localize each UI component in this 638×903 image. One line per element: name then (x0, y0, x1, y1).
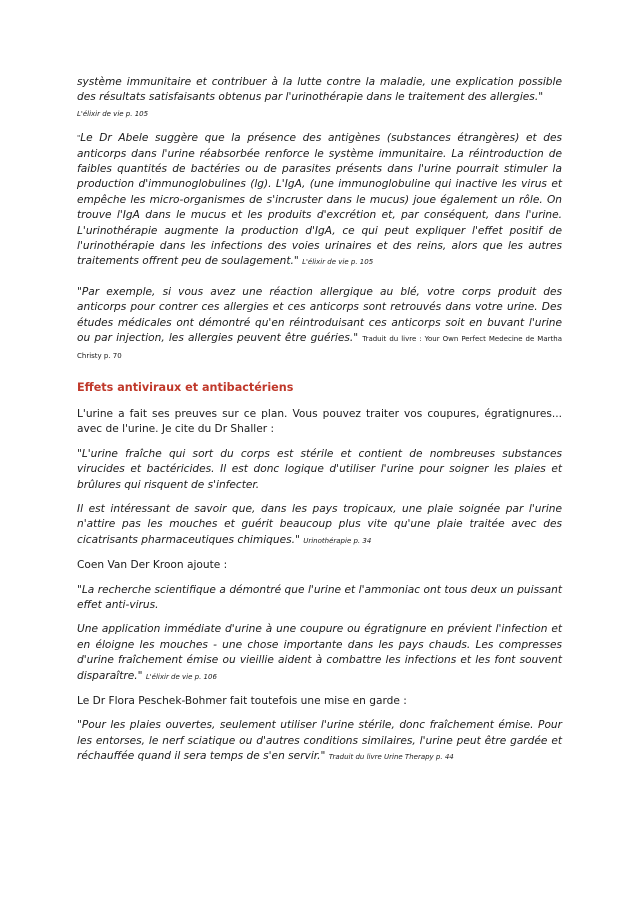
paragraph-text: système immunitaire et contribuer à la lutte contre la maladie, une explication possible des résultats satisfaisants obtenus par l'urinothérapie dans le traitement des allergies." (77, 76, 562, 104)
paragraph-text: "La recherche scientifique a démontré que l'urine et l'ammoniac ont tous deux un puissant effet anti-virus. (77, 583, 562, 611)
paragraph-open-wounds (77, 718, 562, 765)
source-citation: L'élixir de vie p. 105 (302, 258, 374, 267)
paragraph-allergy-example (77, 285, 562, 364)
paragraph-text: Une application immédiate d'urine à une coupure ou égratignure en prévient l'infection et en éloigne les mouches - une chose importante dans les pays chauds. Les compresses d'urine fraîchement émise ou vieillie aident à combattre les infections et les font souvent disparaître." (77, 623, 562, 682)
paragraph-immediate-application (77, 622, 562, 685)
paragraph-immune-system (77, 75, 562, 122)
paragraph-text: Le Dr Flora Peschek-Bohmer fait toutefois une mise en garde : (77, 695, 407, 707)
paragraph-text: "Pour les plaies ouvertes, seulement utiliser l'urine stérile, donc fraîchement émise. Pour les entorses, le nerf sciatique ou d'autres conditions similaires, l'urine peut être gardée et réchauffée quand il sera temps de s'en servir." (77, 719, 562, 763)
paragraph-tropical-countries (77, 502, 562, 549)
paragraph-coen-intro (77, 558, 562, 573)
paragraph-fresh-urine (77, 447, 562, 493)
paragraph-text: Le Dr Abele suggère que la présence des antigènes (substances étrangères) et des anticorps dans l'urine réabsorbée renforce le système immunitaire. La réintroduction de faibles quantités de bactéries ou de parasites présents dans l'urine pourrait stimuler la production d'immunoglobulines (lg). L'IgA, (une immunoglobuline qui inactive les virus et empêche les micro-organismes de s'incruster dans le mucus) joue également un rôle. On trouve l'IgA dans le mucus et les produits d'excrétion et, par conséquent, dans l'urine. L'urinothérapie augmente la production d'IgA, ce qui peut expliquer l'effet positif de l'urinothérapie dans les infections des voies urinaires et des reins, alors que les autres traitements offrent peu de soulagement." (77, 132, 562, 268)
paragraph-antivirus (77, 583, 562, 614)
paragraph-text: "Par exemple, si vous avez une réaction allergique au blé, votre corps produit des anticorps pour contrer ces allergies et ces anticorps sont retrouvés dans votre urine. Des études médicales ont démontré qu'en réintroduisant ces anticorps soit en buvant l'urine ou par injection, les allergies peuvent être guéries." (77, 285, 562, 345)
source-citation: Traduit du livre Urine Therapy p. 44 (328, 753, 454, 762)
source-citation: L'élixir de vie p. 105 (77, 109, 149, 118)
paragraph-peschek-intro (77, 694, 562, 709)
paragraph-text: Coen Van Der Kroon ajoute : (77, 559, 228, 572)
opening-quote: " (77, 134, 81, 143)
paragraph-intro-shaller (77, 407, 562, 438)
source-citation: Urinothérapie p. 34 (303, 536, 372, 545)
paragraph-dr-abele (77, 131, 562, 271)
section-heading: Effets antiviraux et antibactériens (77, 380, 294, 394)
source-citation: Traduit du livre : Your Own Perfect Medecine de Martha Christy p. 70 (77, 335, 562, 360)
paragraph-text: "L'urine fraîche qui sort du corps est stérile et contient de nombreuses substances virucides et bactéricides. Il est donc logique d'utiliser l'urine pour soigner les plaies et brûlures qui risquent de s'infecter. (77, 447, 562, 491)
document-body (77, 75, 562, 775)
paragraph-text: L'urine a fait ses preuves sur ce plan. Vous pouvez traiter vos coupures, égratignures... avec de l'urine. Je cite du Dr Shaller : (77, 407, 562, 436)
paragraph-text: Il est intéressant de savoir que, dans les pays tropicaux, une plaie soignée par l'urine n'attire pas les mouches et guérit beaucoup plus vite qu'une plaie traitée avec des cicatrisants pharmaceutiques chimiques." (77, 502, 562, 546)
source-citation: L'élixir de vie p. 106 (145, 672, 217, 681)
